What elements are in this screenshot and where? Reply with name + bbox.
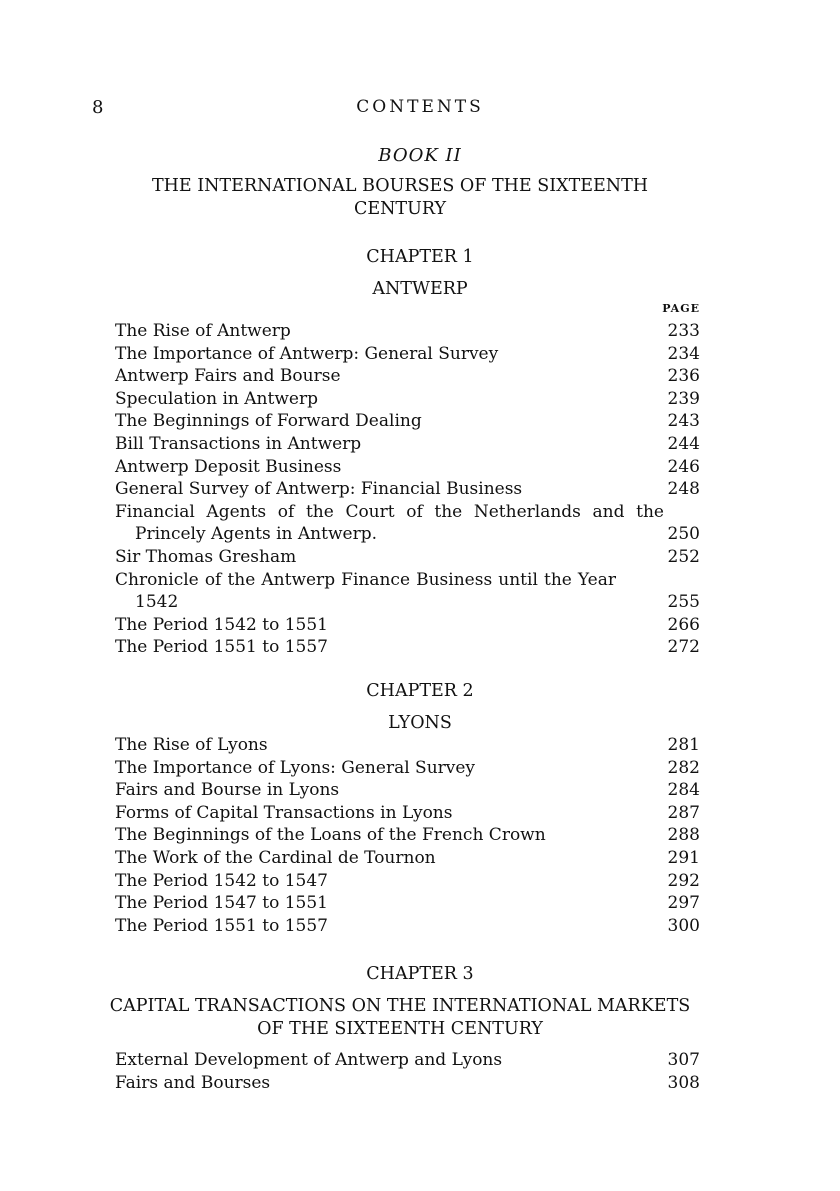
- toc-entry-title: The Importance of Antwerp: General Survey: [115, 343, 499, 364]
- toc-entry-title: Bill Transactions in Antwerp: [115, 433, 362, 454]
- toc-entry-page: 297: [667, 893, 700, 914]
- book-title-line: THE INTERNATIONAL BOURSES OF THE SIXTEENTH: [151, 176, 649, 196]
- toc-entry-page: 239: [667, 388, 700, 409]
- chapter-1-title: ANTWERP: [372, 279, 468, 299]
- toc-entry: [115, 636, 700, 659]
- toc-entry-page: 233: [667, 321, 700, 341]
- chapter-1-toc: [115, 320, 700, 659]
- toc-entry-title: The Period 1542 to 1551: [115, 614, 328, 635]
- toc-entry: [115, 734, 700, 757]
- toc-entry-page: 282: [667, 757, 700, 778]
- toc-entry: [115, 456, 700, 479]
- toc-entry-title: Antwerp Deposit Business: [115, 456, 342, 477]
- toc-entry-page: 255: [667, 592, 700, 613]
- toc-entry: [115, 433, 700, 456]
- running-head: CONTENTS: [356, 97, 484, 117]
- toc-entry-title-continuation: Princely Agents in Antwerp.: [135, 524, 377, 545]
- toc-entry-title: The Period 1547 to 1551: [115, 893, 328, 914]
- toc-entry: [115, 388, 700, 411]
- chapter-2-heading: CHAPTER 2: [366, 681, 474, 701]
- toc-entry: [115, 847, 700, 870]
- toc-entry-title: The Beginnings of the Loans of the French Crown: [115, 825, 546, 846]
- toc-entry: [115, 478, 700, 501]
- toc-entry: [115, 824, 700, 847]
- toc-entry-title: Sir Thomas Gresham: [115, 546, 297, 567]
- chapter-1-heading: CHAPTER 1: [366, 247, 474, 267]
- toc-entry: [115, 1072, 700, 1095]
- book-title: [100, 175, 700, 221]
- toc-entry: [115, 915, 700, 938]
- toc-entry-page: 243: [667, 411, 700, 432]
- toc-entry-title: External Development of Antwerp and Lyons: [115, 1050, 503, 1070]
- toc-entry: [115, 892, 700, 915]
- toc-entry-title: The Rise of Lyons: [115, 735, 268, 755]
- toc-entry: [115, 569, 700, 614]
- toc-entry-page: 281: [667, 735, 700, 755]
- page-column-label: PAGE: [662, 302, 700, 315]
- toc-entry-title-line: Financial Agents of the Court of the Netherlands and the: [115, 501, 664, 522]
- toc-entry-page: 248: [667, 479, 700, 500]
- toc-entry-page: 307: [667, 1050, 700, 1070]
- toc-entry: [115, 1049, 700, 1072]
- toc-entry-title: Fairs and Bourses: [115, 1072, 271, 1093]
- toc-entry-page: 291: [667, 847, 700, 868]
- toc-entry-page: 244: [667, 433, 700, 454]
- toc-entry-page: 308: [667, 1072, 700, 1093]
- toc-entry: [115, 546, 700, 569]
- chapter-3-title-line: OF THE SIXTEENTH CENTURY: [257, 1019, 543, 1039]
- toc-entry-title: Speculation in Antwerp: [115, 388, 318, 409]
- toc-entry: [115, 802, 700, 825]
- toc-entry-page: 287: [667, 802, 700, 823]
- toc-entry-page: 252: [667, 546, 700, 567]
- toc-entry: [115, 343, 700, 366]
- toc-entry-title-continuation: 1542: [135, 592, 179, 613]
- toc-entry-title: The Period 1551 to 1557: [115, 915, 328, 936]
- toc-entry-page: 272: [667, 637, 700, 658]
- chapter-3-title: [80, 995, 720, 1041]
- toc-entry-title: The Rise of Antwerp: [115, 321, 291, 341]
- toc-entry: [115, 870, 700, 893]
- toc-entry-page: 292: [667, 870, 700, 891]
- toc-entry-page: 234: [667, 343, 700, 364]
- toc-entry-title: The Period 1542 to 1547: [115, 870, 328, 891]
- toc-entry-title: [115, 501, 664, 546]
- page-number: 8: [92, 97, 104, 118]
- toc-entry: [115, 614, 700, 637]
- toc-entry-title: The Importance of Lyons: General Survey: [115, 757, 476, 778]
- toc-entry: [115, 410, 700, 433]
- toc-entry: [115, 365, 700, 388]
- chapter-2-toc: [115, 734, 700, 937]
- chapter-3-heading: CHAPTER 3: [366, 964, 474, 984]
- toc-entry-title: [115, 569, 664, 614]
- toc-entry-title: Fairs and Bourse in Lyons: [115, 780, 340, 801]
- toc-entry: [115, 320, 700, 343]
- toc-entry-page: 300: [667, 915, 700, 936]
- toc-entry-page: 246: [667, 456, 700, 477]
- toc-entry: [115, 779, 700, 802]
- book-label: BOOK II: [378, 145, 462, 166]
- toc-entry-title-line: Chronicle of the Antwerp Finance Business until the Year: [115, 569, 616, 590]
- toc-entry-title: Antwerp Fairs and Bourse: [115, 366, 341, 387]
- toc-entry: [115, 757, 700, 780]
- toc-entry-title: The Beginnings of Forward Dealing: [115, 411, 422, 432]
- toc-entry-title: The Work of the Cardinal de Tournon: [115, 847, 436, 868]
- toc-entry-page: 288: [667, 825, 700, 846]
- toc-entry-page: 250: [667, 524, 700, 545]
- toc-entry-page: 266: [667, 614, 700, 635]
- chapter-3-toc: [115, 1049, 700, 1094]
- toc-entry: [115, 501, 700, 546]
- toc-entry-title: General Survey of Antwerp: Financial Business: [115, 479, 523, 500]
- toc-entry-page: 284: [667, 780, 700, 801]
- toc-entry-page: 236: [667, 366, 700, 387]
- toc-entry-title: Forms of Capital Transactions in Lyons: [115, 802, 453, 823]
- toc-entry-title: The Period 1551 to 1557: [115, 637, 328, 658]
- chapter-3-title-line: CAPITAL TRANSACTIONS ON THE INTERNATIONAL MARKETS: [109, 996, 691, 1016]
- book-title-line: CENTURY: [353, 199, 447, 219]
- chapter-2-title: LYONS: [388, 713, 452, 733]
